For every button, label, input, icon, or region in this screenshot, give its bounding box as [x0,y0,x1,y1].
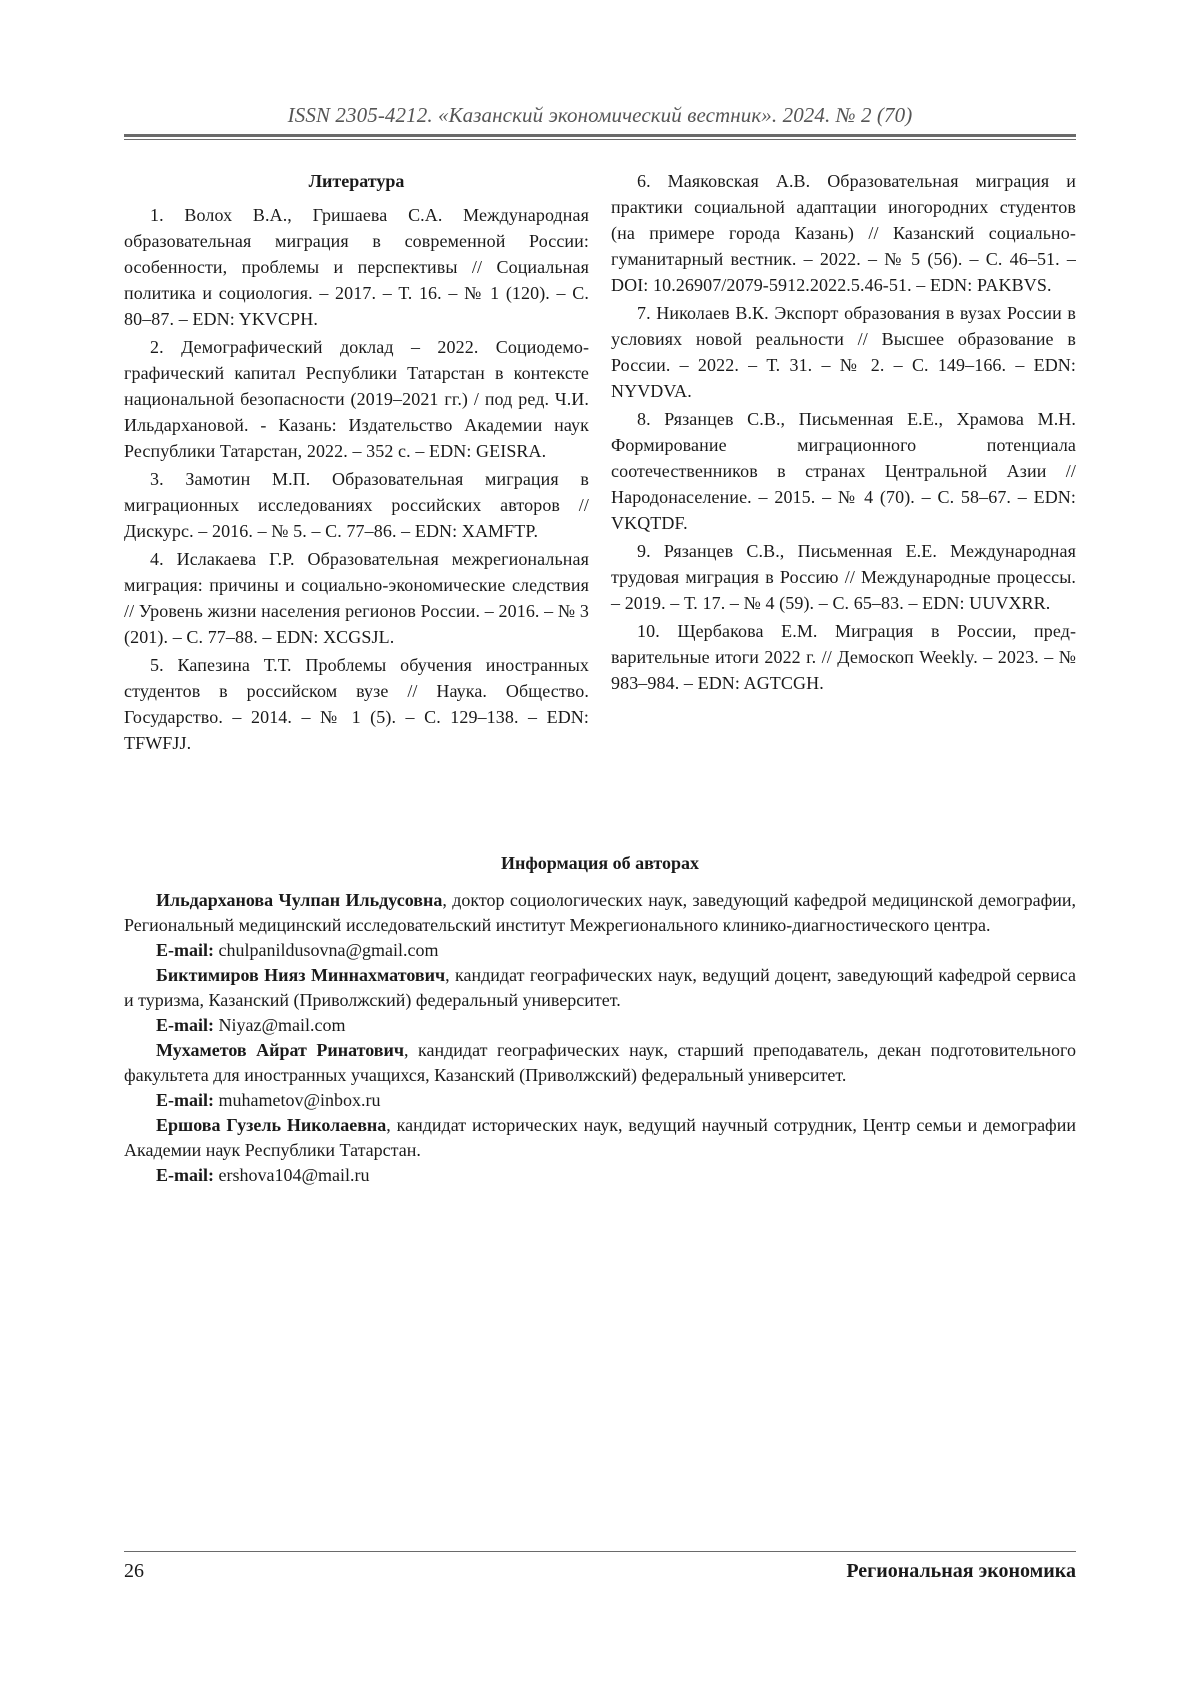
footer-rule [124,1551,1076,1552]
author-email[interactable]: chulpanildusovna@gmail.com [218,940,439,960]
reference-item: 1. Волох В.А., Гришаева С.А. Международная образовательная миграция в современной России: особенности, проблемы и перспективы // Социальная политика и социология. – 2017. – Т. 16. – № 1 (120). – С. 80–87. – EDN: YKVCPH. [124,205,589,329]
authors-title: Информация об авторах [500,853,700,873]
author-email[interactable]: ershova104@mail.ru [218,1165,370,1185]
page-number: 26 [124,1560,144,1582]
author-email[interactable]: muhametov@inbox.ru [218,1090,381,1110]
email-label: E-mail: [156,1015,214,1035]
author-name: Биктимиров Нияз Миннахматович [156,965,446,985]
author-email-line [124,1088,1076,1113]
author-name: Ильдарханова Чулпан Ильдусовна [156,890,443,910]
author-entry [124,1038,1076,1088]
author-description: , кандидат географических наук, ведущий доцент, заведующий кафедрой сервиса и туризма, Казанский (Приволжский) федеральный университет. [124,965,1077,1010]
author-email-line [124,1163,1076,1188]
author-name: Мухаметов Айрат Ринатович [156,1040,405,1060]
author-email[interactable]: Niyaz@mail.com [218,1015,346,1035]
reference-item: 2. Демографический доклад – 2022. Социодемографический капитал Республики Татарстан в контексте национальной безопасности (2019–2021 гг.) / под ред. Ч.И. Ильдархановой. - Казань: Издательство Академии наук Республики Татарстан, 2022. – 352 с. – EDN: GEISRA. [124,337,589,461]
author-email-line [124,1013,1076,1038]
author-description: , кандидат географических наук, старший преподаватель, декан подготовительного факультета для иностранных учащихся, Казанский (Приволжский) федеральный университет. [124,1040,1076,1085]
reference-item: 6. Маяковская А.В. Образовательная миграция и практики социальной адаптации иногородних студентов (на примере города Казань) // Казанский социально-гуманитарный вестник. – 2022. – № 5 (56). – С. 46–51. – DOI: 10.26907/2079-5912.2022.5.46-51. – EDN: PAKBVS. [611,171,1076,295]
authors-section [124,850,1076,1188]
reference-item: 9. Рязанцев С.В., Письменная Е.Е. Международная трудовая миграция в Россию // Международные процессы. – 2019. – Т. 17. – № 4 (59). – С. 65–83. – EDN: UUVXRR. [611,541,1076,613]
reference-item: 8. Рязанцев С.В., Письменная Е.Е., Храмова М.Н. Формирование миграционного потенциала соотечественников в странах Центральной Азии // Народонаселение. – 2015. – № 4 (70). – С. 58–67. – EDN: VKQTDF. [611,409,1076,533]
references-column-right [611,168,1076,758]
author-entry [124,1113,1076,1163]
author-entry [124,888,1076,938]
author-entry [124,963,1076,1013]
reference-item: 5. Капезина Т.Т. Проблемы обучения иностранных студентов в российском вузе // Наука. Общество. Государство. – 2014. – № 1 (5). – С. 129–138. – EDN: TFWFJJ. [124,655,589,753]
reference-item: 3. Замотин М.П. Образовательная миграция в миграционных исследованиях российских авторов // Дискурс. – 2016. – № 5. – С. 77–86. – EDN: XAMFTP. [124,469,589,541]
reference-item: 4. Ислакаева Г.Р. Образовательная межрегиональная миграция: причины и социально-экономические следствия // Уровень жизни населения регионов России. – 2016. – № 3 (201). – С. 77–88. – EDN: XCGSJL. [124,549,589,647]
running-header: ISSN 2305-4212. «Казанский экономический вестник». 2024. № 2 (70) [287,103,913,127]
email-label: E-mail: [156,1165,214,1185]
author-email-line [124,938,1076,963]
reference-item: 10. Щербакова Е.М. Миграция в России, предварительные итоги 2022 г. // Демоскоп Weekly. – 2023. – № 983–984. – EDN: AGTCGH. [611,621,1076,693]
references-column-left [124,168,589,758]
email-label: E-mail: [156,1090,214,1110]
author-description: , кандидат исторических наук, ведущий научный сотрудник, Центр семьи и демографии Академии наук Республики Татарстан. [124,1115,1076,1160]
reference-item: 7. Николаев В.К. Экспорт образования в вузах России в условиях новой реальности // Высшее образование в России. – 2022. – Т. 31. – № 2. – С. 149–166. – EDN: NYVDVA. [611,303,1076,401]
email-label: E-mail: [156,940,214,960]
author-name: Ершова Гузель Николаевна [156,1115,387,1135]
author-description: , доктор социологических наук, заведующий кафедрой медицинской демографии, Региональный медицинский исследовательский институт Межрегионального клинико-диагностического центра. [124,890,1077,935]
header-rule-thin [124,139,1076,140]
references-title: Литература [308,171,405,191]
header-rule [124,134,1076,137]
footer-section-name: Региональная экономика [846,1560,1076,1582]
references-columns [124,168,1076,758]
